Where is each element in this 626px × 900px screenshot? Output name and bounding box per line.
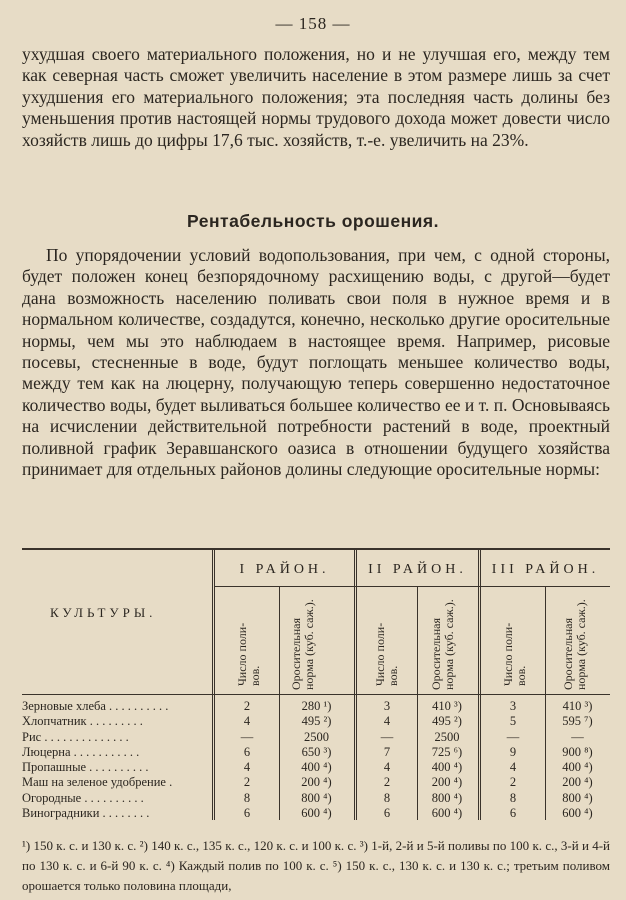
count-d1: 4: [243, 714, 251, 729]
irrigation-norms-table: [22, 548, 610, 820]
culture-name: Виноградники . . . . . . . .: [22, 806, 150, 821]
culture-name: Люцерна . . . . . . . . . . .: [22, 744, 140, 759]
header-rule: [22, 694, 610, 695]
norm-d3: 200 ⁴): [562, 775, 593, 790]
culture-name: Рис . . . . . . . . . . . . . .: [22, 729, 129, 744]
table-row: [22, 730, 610, 745]
norm-subheader: Оросительная норма (куб. саж.).: [561, 599, 588, 690]
footnotes: [22, 836, 610, 896]
count-subheader: Число поли- вов.: [235, 622, 262, 686]
culture-name: Зерновые хлеба . . . . . . . . . .: [22, 699, 169, 713]
paragraph-irrigation: [22, 245, 610, 480]
count-d2: 4: [383, 714, 391, 729]
paragraph: ухудшая своего материального положения, но и не улучшая его, между тем как северная часть сможет увеличить население в этом размере лишь за счет ухудшения его материального положения; эта последняя часть долины без уменьшения против настоящей нормы трудового дохода может довести число хозяйств лишь до цифры 17,6 тыс. хозяйств, т.-е. увеличить на 23%.: [22, 44, 610, 150]
count-d1: 2: [243, 699, 251, 713]
table-top-rule: [22, 548, 610, 550]
table-row: [22, 745, 610, 760]
paragraph-continuation: [22, 44, 610, 151]
count-d3: 2: [509, 775, 517, 790]
count-subheader: Число поли- вов.: [373, 622, 400, 686]
norm-subheader: Оросительная норма (куб. саж.).: [429, 599, 456, 690]
count-d3: 8: [509, 790, 517, 805]
count-d1: 6: [243, 806, 251, 821]
norm-d3: 900 ⁸): [562, 744, 593, 759]
norm-d2: 2500: [434, 729, 460, 744]
norm-d3: —: [571, 729, 584, 744]
count-d2: 8: [383, 790, 391, 805]
count-d3: 6: [509, 806, 517, 821]
table-row: [22, 714, 610, 729]
district-rule: [214, 586, 610, 587]
norm-d1: 2500: [304, 729, 329, 744]
count-d1: 4: [243, 760, 251, 775]
count-d2: 2: [383, 775, 391, 790]
count-d2: 3: [383, 699, 391, 713]
norm-d1: 280 ¹): [301, 699, 332, 713]
paragraph: По упорядочении условий водопользования, при чем, с одной стороны, будет положен конец безпорядочному расхищению воды, с другой—будет дана возможность населению поливать свои поля в нужное время и в нормальном количестве, создадутся, конечно, несколько другие оросительные нормы, чем мы это наблюдаем в настоящее время. Например, рисовые посевы, стесненные в воде, будут поглощать меньшее количество воды, между тем как на люцерну, получающую теперь совершенно недостаточное количество воды, будет выливаться большее количество ее и т. п. Основываясь на исчислении действительной потребности растений в воде, проектный поливной график Зеравшанского оазиса в отношении будущего хозяйства принимает для отдельных районов долины следующие оросительные нормы:: [22, 245, 611, 480]
count-d3: 5: [509, 714, 517, 729]
culture-name: Хлопчатник . . . . . . . . .: [22, 714, 143, 729]
norm-d2: 600 ⁴): [431, 806, 463, 821]
norm-d2: 800 ⁴): [431, 790, 463, 805]
count-d2: 4: [383, 760, 391, 775]
count-d1: 6: [243, 744, 251, 759]
table-body: [22, 699, 610, 821]
count-d2: —: [380, 729, 394, 744]
norm-subheader: Оросительная норма (куб. саж.).: [289, 599, 316, 690]
norm-d2: 725 ⁶): [431, 744, 463, 759]
norm-d1: 600 ⁴): [301, 806, 332, 821]
count-d1: 8: [243, 790, 251, 805]
culture-name: Пропашные . . . . . . . . . .: [22, 760, 149, 775]
norm-d3: 600 ⁴): [562, 806, 593, 821]
norm-d3: 595 ⁷): [562, 714, 593, 729]
count-d3: 9: [509, 744, 517, 759]
table-row: [22, 806, 610, 821]
norm-d1: 800 ⁴): [301, 790, 332, 805]
norm-d1: 400 ⁴): [301, 760, 332, 775]
table-row: [22, 791, 610, 806]
count-d3: 3: [509, 699, 517, 713]
count-d1: —: [240, 729, 254, 744]
count-d2: 7: [383, 744, 391, 759]
culture-column-header: КУЛЬТУРЫ.: [50, 605, 157, 620]
norm-d2: 495 ²): [432, 714, 462, 729]
norm-d1: 650 ³): [301, 744, 332, 759]
norm-d2: 400 ⁴): [431, 760, 463, 775]
norm-d3: 800 ⁴): [562, 790, 593, 805]
count-d3: —: [506, 729, 520, 744]
norm-d3: 410 ³): [562, 699, 593, 713]
footnote-text: ¹) 150 к. с. и 130 к. с. ²) 140 к. с., 135 к. с., 120 к. с. и 100 к. с. ³) 1-й, 2-й и 5-й поливы по 100 к. с., 3-й и 4-й по 130 к. с. и 6-й 90 к. с. ⁴) Каждый полив по 100 к. с. ⁵) 150 к. с., 130 к. с. и 130 к. с.; третьим поливом орошается только половина площади,: [22, 838, 610, 893]
count-subheader: Число поли- вов.: [501, 622, 528, 686]
norm-d2: 200 ⁴): [431, 775, 463, 790]
norm-d1: 495 ²): [301, 714, 332, 729]
norm-d2: 410 ³): [432, 699, 462, 713]
district-3-header: III РАЙОН.: [491, 562, 600, 577]
norm-d1: 200 ⁴): [301, 775, 332, 790]
culture-name: Маш на зеленое удобрение .: [22, 775, 173, 790]
norm-d3: 400 ⁴): [562, 760, 593, 775]
district-1-header: I РАЙОН.: [239, 562, 330, 577]
count-d3: 4: [509, 760, 517, 775]
table-row: [22, 760, 610, 775]
culture-name: Огородные . . . . . . . . . .: [22, 790, 144, 805]
count-d1: 2: [243, 775, 251, 790]
table-row: [22, 775, 610, 790]
table-row: [22, 699, 610, 714]
section-heading: Рентабельность орошения.: [186, 211, 439, 231]
district-2-header: II РАЙОН.: [368, 562, 467, 577]
count-d2: 6: [383, 806, 391, 821]
page-number: — 158 —: [275, 14, 351, 33]
